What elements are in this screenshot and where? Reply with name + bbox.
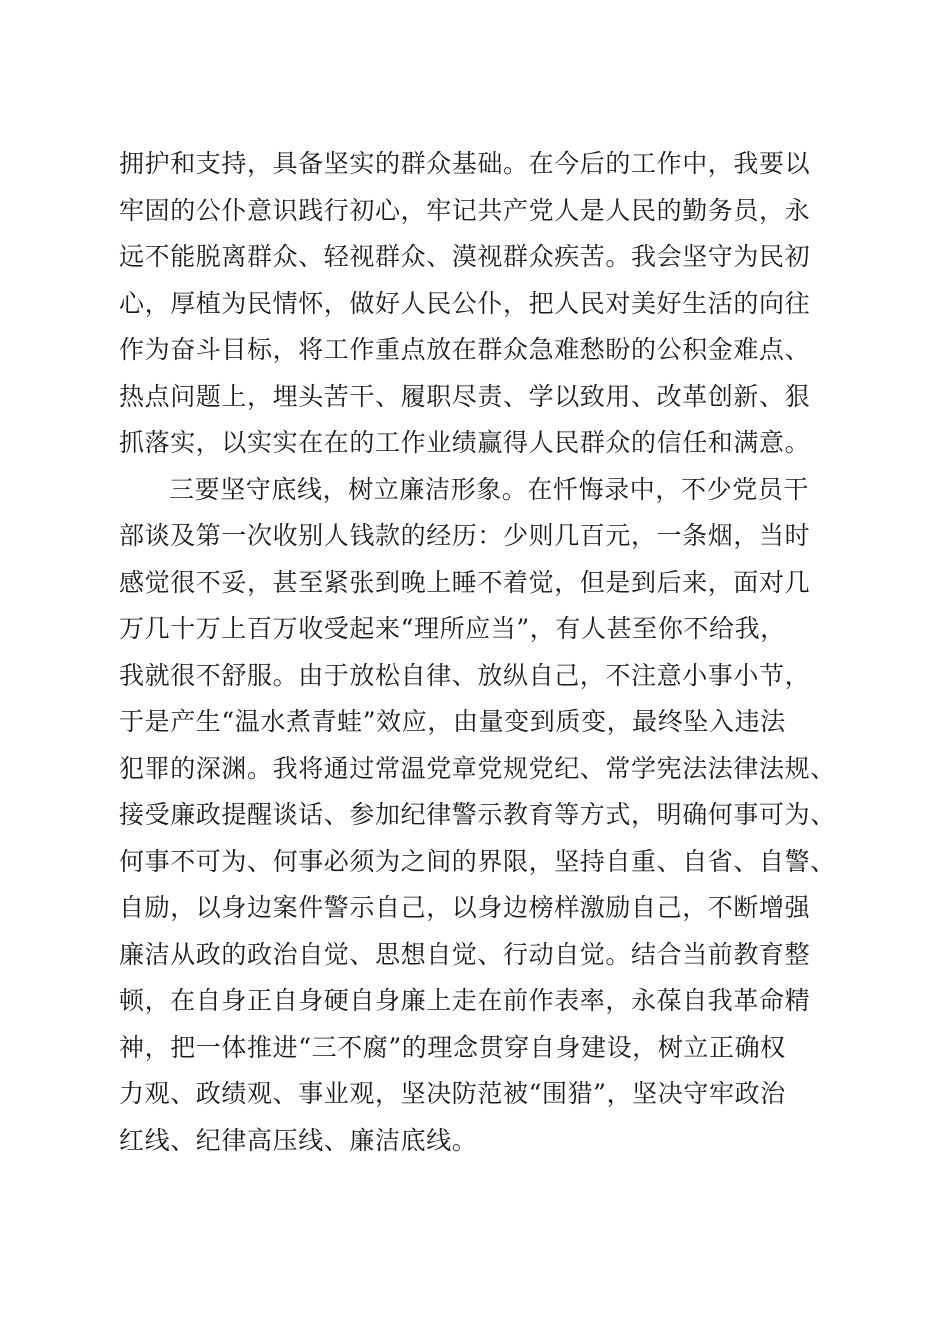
text-line: 廉洁从政的政治自觉、思想自觉、行动自觉。结合当前教育整 bbox=[119, 939, 811, 969]
text-line: 抓落实，以实实在在的工作业绩赢得人民群众的信任和满意。 bbox=[119, 428, 811, 457]
text-line: 远不能脱离群众、轻视群众、漠视群众疾苦。我会坚守为民初 bbox=[119, 242, 811, 271]
text-line: 顿，在自身正自身硬自身廉上走在前作表率，永葆自我革命精 bbox=[119, 986, 811, 1015]
text-line: 心，厚植为民情怀，做好人民公仆，把人民对美好生活的向往 bbox=[119, 288, 811, 318]
paragraph-start-line: 三要坚守底线，树立廉洁形象。在忏悔录中，不少党员干 bbox=[169, 474, 810, 504]
text-line: 感觉很不妥，甚至紧张到晚上睡不着觉，但是到后来，面对几 bbox=[119, 567, 811, 597]
text-line: 万几十万上百万收受起来“理所应当”，有人甚至你不给我， bbox=[119, 614, 786, 643]
text-line: 红线、纪律高压线、廉洁底线。 bbox=[119, 1125, 478, 1155]
text-line: 我就很不舒服。由于放松自律、放纵自己，不注意小事小节， bbox=[119, 660, 811, 690]
text-line: 牢固的公仆意识践行初心，牢记共产党人是人民的勤务员，永 bbox=[119, 195, 811, 225]
text-line: 接受廉政提醒谈话、参加纪律警示教育等方式，明确何事可为、 bbox=[119, 800, 836, 829]
text-line: 自励，以身边案件警示自己，以身边榜样激励自己，不断增强 bbox=[119, 893, 811, 922]
text-line: 犯罪的深渊。我将通过常温党章党规党纪、常学宪法法律法规、 bbox=[119, 753, 836, 783]
text-line: 热点问题上，埋头苦干、履职尽责、学以致用、改革创新、狠 bbox=[119, 381, 811, 411]
text-line: 何事不可为、何事必须为之间的界限，坚持自重、自省、自警、 bbox=[119, 846, 836, 876]
text-line: 力观、政绩观、事业观，坚决防范被“围猎”，坚决守牢政治 bbox=[119, 1079, 786, 1108]
text-line: 拥护和支持，具备坚实的群众基础。在今后的工作中，我要以 bbox=[119, 149, 811, 178]
text-line: 部谈及第一次收别人钱款的经历：少则几百元，一条烟，当时 bbox=[119, 521, 811, 550]
text-line: 于是产生“温水煮青蛙”效应，由量变到质变，最终坠入违法 bbox=[119, 707, 786, 736]
text-line: 作为奋斗目标，将工作重点放在群众急难愁盼的公积金难点、 bbox=[119, 335, 811, 364]
text-line: 神，把一体推进“三不腐”的理念贯穿自身建设，树立正确权 bbox=[119, 1032, 786, 1062]
body-text bbox=[119, 141, 839, 1164]
